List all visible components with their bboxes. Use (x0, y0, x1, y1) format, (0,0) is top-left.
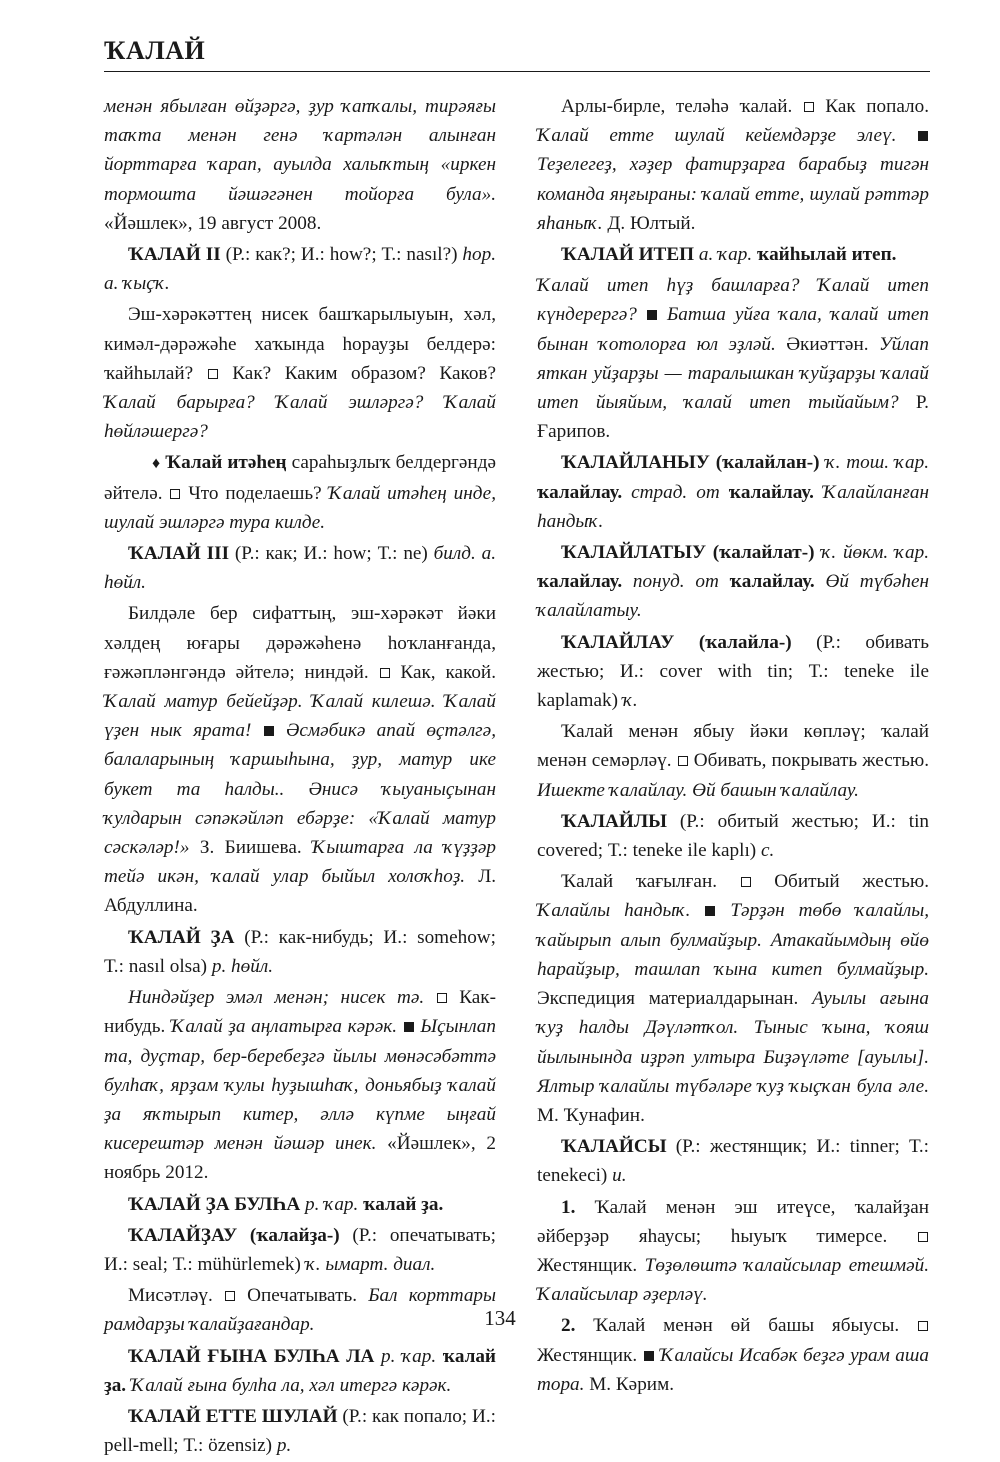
definition-text: Билдәле бер сифаттың, эш-хәрәкәт йәки хәлдең юғары дәрәжәһенә һоҡланғанда, ғәжәпләнгәндә әйтелә; ниндәй. (104, 603, 496, 683)
headword: ҠАЛАЙЛАУ (ҡалайла-) (561, 631, 792, 653)
source-citation: «Йәшлек», 2 ноябрь 2012. (104, 1133, 496, 1184)
source-citation: М. Ҡунафин. (537, 1104, 645, 1126)
entry-kalayzau (104, 1221, 496, 1279)
entry-kalay-ette-shulay (104, 1402, 496, 1460)
source-citation: Л. Абдуллина. (104, 866, 496, 917)
sense-number: 1. (561, 1196, 576, 1218)
source-citation: Әкиәттән. (775, 333, 879, 355)
example-text: Төҙөлөштә ҡалайсылар етешмәй. Ҡалайсылар әҙерләү. (537, 1254, 929, 1306)
definition-text: Ҡалай ҡағылған. (561, 871, 740, 893)
black-square-icon (264, 726, 274, 736)
example-text: Өй түбәһен ҡалайлатыу. (537, 571, 929, 622)
grammar-label: ҡ. йөкм. ҡар. (814, 542, 930, 564)
white-square-icon (678, 756, 688, 766)
cross-reference: ҡалай ҙа. (363, 1193, 444, 1215)
entry-kalay-2 (104, 240, 496, 298)
right-column (537, 92, 929, 1401)
example-text: Ҡалай барырға? Ҡалай эшләргә? Ҡалай һөйләшергә? (104, 392, 496, 443)
headword: ҠАЛАЙ II (128, 244, 221, 266)
entry-kalaylanyu (537, 448, 929, 536)
entry-kalay-itep (537, 240, 929, 269)
example-text: Әсмәбикә апай өҫтәлгә, балаларының ҡаршыһына, ҙур, матур ике букет та һалды.. Әнисә ҡыуаныҫынан ҡулдарын сәпәкәйләп ебәрҙе: «Ҡалай матур сәскәләр!» (104, 720, 496, 859)
cross-reference: ҡайһылай итеп. (756, 244, 897, 266)
definition (104, 983, 496, 1187)
cross-reference: ҡалай ҙа. (104, 1345, 496, 1396)
headword: ҠАЛАЙ ҘА БУЛҺА (128, 1193, 301, 1215)
sense-1 (537, 1193, 929, 1310)
headword: ҠАЛАЙЛАНЫУ (ҡалайлан-) (561, 452, 820, 474)
source-citation: Д. Юлтый. (602, 212, 696, 234)
example-text: Ауылы ағына ҡуҙ һалды Дәүләтҡол. Тыныс ҡына, ҡояш йылынында иҙрәп ултыра Биҙәүләте [ауылы]. Ялтыр ҡалайлы түбәләре ҡуҙ ҡыҫҡан була әле. (537, 988, 929, 1097)
entry-continuation (104, 92, 496, 238)
example-text: Ҡыштарға ла ҡүҙҙәр тейә икән, ҡалай улар быйыл холоҡһоҙ. (104, 837, 496, 888)
sense-number: 2. (561, 1315, 576, 1337)
source-citation: З. Биишева. (189, 837, 313, 859)
white-square-icon (208, 369, 218, 379)
headword: ҠАЛАЙ III (128, 543, 230, 565)
example-text: Ҡалай итәһең инде, шулай эшләргә тура килде. (104, 482, 496, 533)
example-text: Ыҫынлап та, дуҫтар, бер-беребеҙгә йылы мөнәсәбәттә булһаҡ, ярҙам ҡулы һуҙышһаҡ, доньябыҙ ҡалай ҙа яҡтырып китер, әллә күпме ыңғай кисерештәр менән йәшәр инек. (104, 1016, 496, 1155)
cross-reference: ҡалайлау. (537, 571, 623, 593)
white-square-icon (804, 102, 814, 112)
entry-kalaysy (537, 1132, 929, 1190)
white-square-icon (225, 1291, 235, 1301)
white-square-icon (741, 877, 751, 887)
black-square-icon (644, 1351, 654, 1361)
grammar-label: понуд. от (622, 571, 730, 593)
grammar-label: р. ҡар. (374, 1345, 443, 1367)
example-text: Ҡалайлы һандыҡ. (537, 900, 705, 922)
definition-text: Ҡалай менән өй башы ябыусы. (575, 1315, 917, 1337)
russian-equivalent: Как-нибудь. (104, 987, 496, 1038)
definition (537, 867, 929, 1130)
idiom (104, 448, 496, 537)
definition-text: Арлы-бирле, теләһә ҡалай. (561, 96, 803, 117)
grammar-label: с. (760, 840, 775, 862)
black-square-icon (404, 1022, 414, 1032)
grammar-label: р. һөйл. (211, 955, 273, 977)
black-square-icon (647, 310, 657, 320)
definition-text: Мисәтләү. (128, 1285, 224, 1307)
definition-text: Эш-хәрәкәттең нисек башҡарылыуын, хәл, кимәл-дәрәжәһе хаҡында һорауҙы белдерә: ҡайһылай? (104, 304, 496, 384)
example-text: менән ябылған өйҙәргә, ҙур ҡапҡалы, тирәяғы таҡта менән генә ҡартәлән алынған йорттарға ҡарап, ауылда халыҡтың «иркен тормошта йәшәгәнен тойорға була». (104, 96, 496, 205)
example-text: Батша уйға ҡала, ҡалай итеп бынан ҡотолорға юл эҙләй. (537, 304, 929, 355)
russian-equivalent: Что поделаешь? (181, 482, 329, 504)
black-square-icon (705, 906, 715, 916)
grammar-label: а. ҡар. (694, 244, 757, 266)
example-text: Ҡалай етте шулай кейемдәрҙе элеү. (537, 125, 917, 147)
russian-equivalent: Опечатывать. (235, 1285, 369, 1307)
definition (537, 92, 929, 238)
entry-kalay-za-bulha (104, 1190, 496, 1219)
example-text: Ҡалай матур бейейҙәр. Ҡалай килешә. Ҡалай үҙен нык ярата! (104, 691, 496, 742)
diamond-icon: ♦ (152, 455, 161, 473)
source-citation: «Йәшлек», 19 август 2008. (104, 212, 322, 234)
headword: ҠАЛАЙ ҘА (128, 926, 235, 948)
entry-kalay-za (104, 923, 496, 981)
headword: ҠАЛАЙ ИТЕП (561, 244, 695, 266)
grammar-label: билд. а. һөйл. (104, 543, 496, 594)
grammar-label: ҡ. тош. ҡар. (819, 452, 929, 474)
source-citation: М. Кәрим. (584, 1373, 675, 1395)
definition-text: Ҡалай менән эш итеүсе, ҡалайҙан әйберҙәр яһаусы; һыуыҡ тимерсе. (537, 1196, 929, 1247)
entry-kalaylau (537, 628, 929, 716)
white-square-icon (918, 1232, 928, 1242)
translations: (Р.: обивать жестью; И.: cover with tin; Т.: teneke ile kaplamak) (537, 631, 930, 712)
definition (104, 599, 496, 920)
example-text: Уйлап яткан уйҙарҙы — таралышкан ҡуйҙарҙы ҡалай итеп йыяйым, ҡалай итеп тыйайым? (537, 333, 929, 414)
cross-reference: ҡалайлау. (729, 571, 815, 593)
example-text: Ҡалайланған һандыҡ. (537, 481, 930, 532)
translations: (Р.: как-нибудь; И.: somehow; Т.: nasıl olsa) (104, 926, 496, 977)
cross-reference: ҡалайлау. (728, 481, 814, 503)
russian-equivalent: Жестянщик. (537, 1254, 645, 1276)
black-square-icon (918, 131, 928, 141)
definition (104, 300, 496, 446)
white-square-icon (380, 668, 390, 678)
headword: ҠАЛАЙ ҒЫНА БУЛҺА ЛА (128, 1345, 375, 1367)
translations: (Р.: как; И.: how; Т.: ne) (229, 543, 434, 565)
example-text: Ҡалай итеп һүҙ башларға? Ҡалай итеп күндерергә? (537, 275, 929, 326)
russian-equivalent: Как, какой. (390, 661, 496, 683)
example-text: Ишекте ҡалайлау. Өй башын ҡалайлау. (537, 779, 859, 801)
example-text: Ҡалайсы Исабәк беҙгә урам аша тора. (537, 1344, 929, 1395)
grammar-label: һор. а. ҡыҫҡ. (104, 244, 496, 295)
grammar-label: ҡ. (622, 690, 638, 712)
example-text: Бал корттары рамдарҙы ҡалайҙағандар. (104, 1285, 496, 1336)
translations: (Р.: как попало; И.: pell-mell; Т.: özensiz) (104, 1405, 496, 1457)
example-text: Теҙелегеҙ, хәҙер фатирҙарға барабыҙ тигән команда яңғыраны: ҡалай етте, шулай рәттәр яһаныҡ. (537, 154, 929, 234)
grammar-label: ҡ. ымарт. диал. (305, 1253, 436, 1275)
russian-equivalent: Как? Каким образом? Каков? (218, 362, 496, 384)
translations: (Р.: обитый жестью; И.: tin covered; Т.: teneke ile kaplı) (537, 810, 929, 862)
grammar-label: и. (612, 1165, 627, 1187)
source-citation: Экспедиция материалдарынан. (537, 988, 813, 1010)
translations: (Р.: как?; И.: how?; Т.: nasıl?) (220, 244, 463, 266)
white-square-icon (437, 993, 447, 1003)
headword: ҠАЛАЙЛАТЫУ (ҡалайлат-) (561, 542, 815, 564)
definition (537, 271, 929, 446)
headword: ҠАЛАЙСЫ (561, 1136, 667, 1158)
definition (537, 717, 929, 805)
grammar-label: р. ҡар. (300, 1193, 364, 1215)
cross-reference: ҡалайлау. (537, 481, 623, 503)
translations: (Р.: опечатывать; И.: seal; Т.: mühürlemek) (104, 1224, 496, 1275)
entry-kalay-3 (104, 539, 496, 597)
russian-equivalent: Обивать, покрывать жестью. (688, 750, 929, 772)
entry-kalaylatyu (537, 538, 929, 626)
russian-equivalent: Как попало. (814, 96, 929, 117)
example-text: Ҡалай ҙа аңлатырға кәрәк. (170, 1016, 403, 1038)
grammar-label: р. (276, 1435, 292, 1457)
headword: ҠАЛАЙЛЫ (561, 810, 667, 832)
definition-text: Ниндәйҙер эмәл менән; нисек тә. (128, 987, 436, 1009)
running-head: ҠАЛАЙ (104, 36, 206, 65)
page-number: 134 (484, 1306, 516, 1330)
headword: ҠАЛАЙ ЕТТЕ ШУЛАЙ (128, 1405, 338, 1427)
example-text: Ҡалай ғына булһа ла, хәл итергә кәрәк. (126, 1374, 452, 1396)
example-text: Тәрҙән төбө ҡалайлы, ҡайырып алып булмайҙыр. Атакайымдың өйө һарайҙыр, ташлап ҡына китеп булмайҙыр. (537, 900, 929, 980)
white-square-icon (170, 489, 180, 499)
russian-equivalent: Обитый жестью. (751, 871, 929, 893)
russian-equivalent: Жестянщик. (537, 1344, 643, 1366)
translations: (Р.: жестянщик; И.: tinner; Т.: tenekeci) (537, 1136, 929, 1187)
entry-kalay-gyna (104, 1342, 496, 1400)
headword: ҠАЛАЙҘАУ (ҡалайҙа-) (128, 1224, 340, 1246)
grammar-label: страд. от (622, 481, 729, 503)
source-citation: Р. Ғарипов. (537, 392, 929, 443)
left-column (104, 92, 496, 1462)
idiom-headword: Ҡалай итәһең (160, 452, 287, 474)
entry-kalayly (537, 807, 929, 865)
definition-text: Ҡалай менән ябыу йәки көпләү; ҡалай менән семәрләү. (537, 721, 929, 772)
header-rule (104, 71, 930, 72)
definition-text: сараһыҙлыҡ белдергәндә әйтелә. (104, 452, 496, 504)
